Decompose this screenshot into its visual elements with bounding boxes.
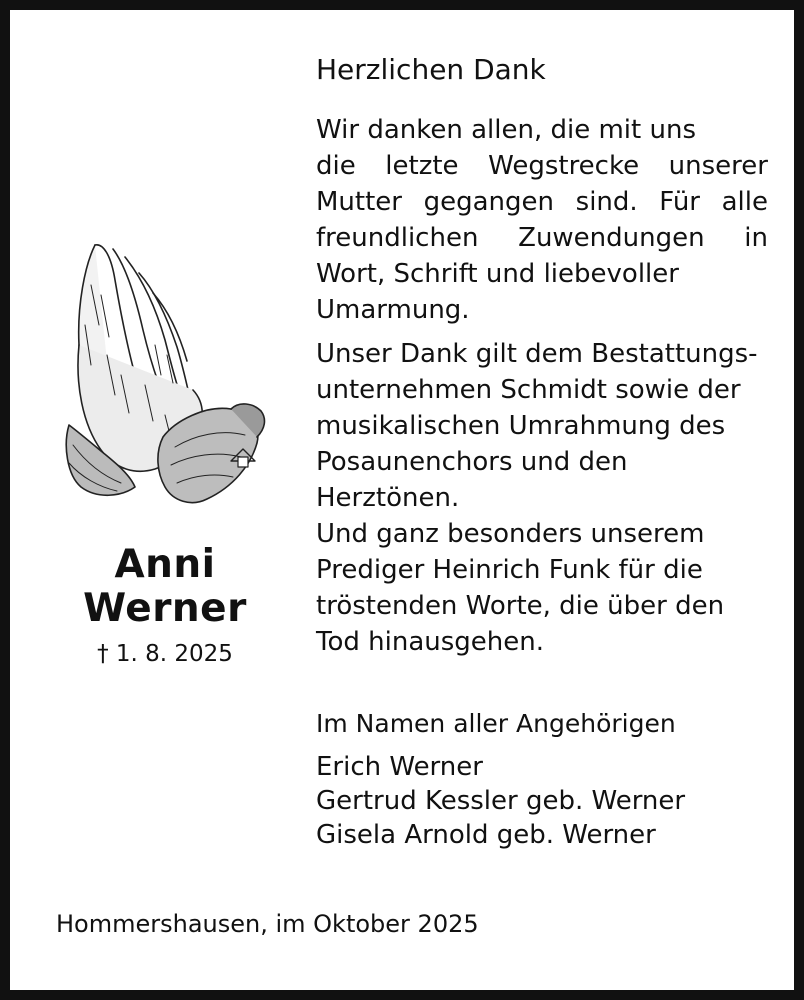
text-line: Umarmung. — [316, 295, 470, 325]
notice-heading: Herzlichen Dank — [316, 53, 546, 86]
text-line: Tod hinausgehen. — [316, 627, 544, 657]
text-line: musikalischen Umrahmung des — [316, 411, 726, 441]
notice-text-column — [316, 50, 768, 852]
text-line: Unser Dank gilt dem Bestattungs- — [316, 339, 758, 369]
place-date: Hommershausen, im Oktober 2025 — [56, 910, 479, 938]
signature-intro: Im Namen aller Angehörigen — [316, 709, 676, 738]
signature-name: Erich Werner — [316, 752, 483, 782]
text-line: Prediger Heinrich Funk für die — [316, 555, 703, 585]
thanks-paragraph-1 — [316, 112, 768, 328]
text-line: Wir danken allen, die mit uns — [316, 115, 696, 145]
praying-hands-icon — [55, 225, 275, 525]
text-line: Und ganz besonders unserem — [316, 519, 705, 549]
deceased-first-name: Anni — [114, 542, 216, 587]
signature-name: Gertrud Kessler geb. Werner — [316, 786, 686, 816]
text-line: Mutter gegangen sind. Für alle — [316, 187, 768, 217]
deceased-last-name: Werner — [83, 586, 247, 631]
signature-name: Gisela Arnold geb. Werner — [316, 820, 656, 850]
text-line: Wort, Schrift und liebevoller — [316, 259, 679, 289]
deceased-column — [40, 225, 290, 669]
thanks-paragraph-2 — [316, 336, 768, 660]
death-date: † 1. 8. 2025 — [97, 641, 233, 667]
text-line: tröstenden Worte, die über den — [316, 591, 725, 621]
text-line: unternehmen Schmidt sowie der — [316, 375, 741, 405]
text-line: Posaunenchors und den — [316, 447, 628, 477]
text-line: freundlichen Zuwendungen in — [316, 223, 768, 253]
signature-block — [316, 708, 768, 852]
text-line: die letzte Wegstrecke unserer — [316, 151, 768, 181]
text-line: Herztönen. — [316, 483, 460, 513]
